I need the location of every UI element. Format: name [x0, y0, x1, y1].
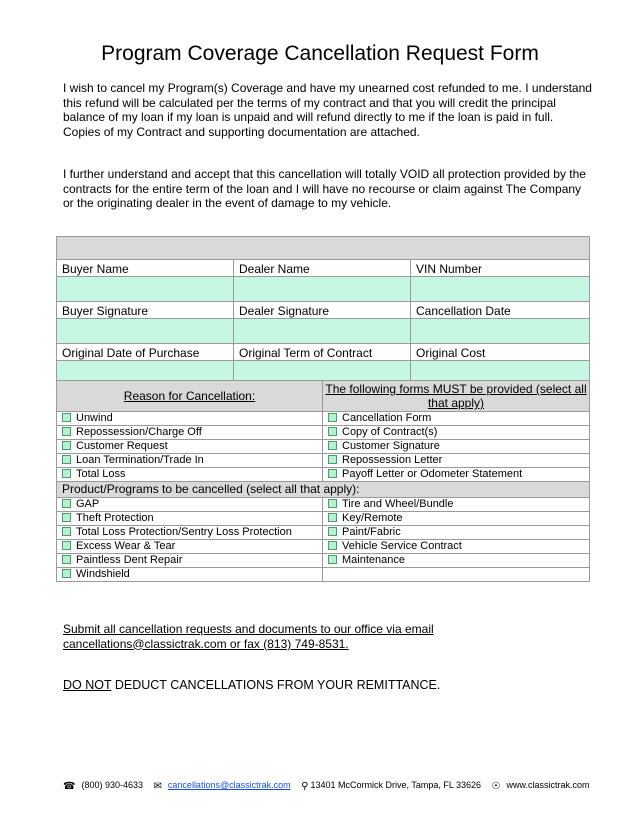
product-row-cell [323, 540, 590, 554]
required-form-checkbox[interactable] [328, 455, 337, 464]
product-checkbox[interactable] [328, 527, 337, 536]
table-row [57, 468, 590, 482]
reason-label: Loan Termination/Trade In [76, 454, 204, 466]
cancellation-date-field[interactable] [411, 319, 590, 344]
product-label: Windshield [76, 568, 130, 580]
reason-row-cell [57, 440, 323, 454]
required-form-label: Cancellation Form [342, 412, 432, 424]
product-checkbox[interactable] [328, 513, 337, 522]
reasons-header: Reason for Cancellation: [57, 381, 323, 412]
table-header-bar [57, 237, 590, 260]
globe-icon: ☉ [491, 781, 501, 792]
required-form-row-cell [323, 412, 590, 426]
product-checkbox[interactable] [328, 499, 337, 508]
contact-footer [63, 780, 590, 792]
product-label: GAP [76, 498, 100, 510]
dealer-name-field[interactable] [234, 277, 411, 302]
required-form-label: Customer Signature [342, 440, 440, 452]
table-row [57, 498, 590, 512]
vin-number-field[interactable] [411, 277, 590, 302]
product-label: Paintless Dent Repair [76, 554, 183, 566]
product-checkbox[interactable] [62, 499, 71, 508]
product-label: Theft Protection [76, 512, 154, 524]
cancellation-date-label: Cancellation Date [411, 302, 590, 319]
table-row [57, 426, 590, 440]
notice-text: DEDUCT CANCELLATIONS FROM YOUR REMITTANCE. [111, 678, 441, 692]
customer-info-table [56, 236, 590, 386]
product-label: Excess Wear & Tear [76, 540, 176, 552]
product-row-cell [323, 554, 590, 568]
product-checkbox[interactable] [62, 555, 71, 564]
product-checkbox[interactable] [62, 569, 71, 578]
phone-icon: ☎ [63, 781, 76, 792]
table-row [57, 512, 590, 526]
product-checkbox[interactable] [328, 541, 337, 550]
original-date-of-purchase-label: Original Date of Purchase [57, 344, 234, 361]
notice-emphasis: DO NOT [63, 678, 112, 692]
product-row-cell [57, 554, 323, 568]
reason-label: Unwind [76, 412, 113, 424]
product-checkbox[interactable] [62, 527, 71, 536]
reason-checkbox[interactable] [62, 441, 71, 450]
required-form-row-cell [323, 468, 590, 482]
product-row-cell [323, 498, 590, 512]
acknowledgement-paragraph: I further understand and accept that this cancellation will totally VOID all protection provided by the contracts for the entire term of the loan and I will have no recourse or claim against The Company or the originating dealer in the event of damage to my vehicle. [63, 167, 586, 210]
form-title: Program Coverage Cancellation Request Form [101, 42, 539, 65]
dealer-name-label: Dealer Name [234, 260, 411, 277]
buyer-name-label: Buyer Name [57, 260, 234, 277]
product-row-cell [323, 526, 590, 540]
map-pin-icon: ⚲ [301, 781, 309, 792]
product-label: Key/Remote [342, 512, 403, 524]
product-row-cell [57, 512, 323, 526]
empty-cell [323, 568, 590, 582]
required-form-row-cell [323, 426, 590, 440]
product-row-cell [57, 498, 323, 512]
required-form-label: Payoff Letter or Odometer Statement [342, 468, 523, 480]
reason-checkbox[interactable] [62, 427, 71, 436]
required-form-label: Repossession Letter [342, 454, 443, 466]
buyer-signature-field[interactable] [57, 319, 234, 344]
required-form-label: Copy of Contract(s) [342, 426, 438, 438]
product-row-cell [57, 526, 323, 540]
reason-label: Total Loss [76, 468, 126, 480]
product-label: Vehicle Service Contract [342, 540, 462, 552]
reason-row-cell [57, 468, 323, 482]
reason-label: Repossession/Charge Off [76, 426, 202, 438]
required-form-checkbox[interactable] [328, 441, 337, 450]
forms-header: The following forms MUST be provided (select all that apply) [323, 381, 590, 412]
reason-checkbox[interactable] [62, 455, 71, 464]
intro-paragraph: I wish to cancel my Program(s) Coverage and have my unearned cost refunded to me. I understand this refund will be calculated per the terms of my contract and that you will credit the principal balance of my loan if my loan is unpaid and will refund directly to me if the loan is paid in full. Copies of my Contract and supporting documentation are attached. [63, 81, 592, 139]
remittance-notice [63, 678, 440, 692]
original-cost-label: Original Cost [411, 344, 590, 361]
product-checkbox[interactable] [62, 541, 71, 550]
product-checkbox[interactable] [62, 513, 71, 522]
product-label: Paint/Fabric [342, 526, 401, 538]
required-form-row-cell [323, 454, 590, 468]
reason-label: Customer Request [76, 440, 168, 452]
reason-row-cell [57, 454, 323, 468]
table-row [57, 526, 590, 540]
dealer-signature-label: Dealer Signature [234, 302, 411, 319]
required-form-checkbox[interactable] [328, 427, 337, 436]
table-row [57, 568, 590, 582]
buyer-name-field[interactable] [57, 277, 234, 302]
dealer-signature-field[interactable] [234, 319, 411, 344]
required-form-row-cell [323, 440, 590, 454]
original-term-of-contract-label: Original Term of Contract [234, 344, 411, 361]
reason-checkbox[interactable] [62, 469, 71, 478]
envelope-icon: ✉ [153, 781, 162, 792]
table-row [57, 554, 590, 568]
footer-address: 13401 McCormick Drive, Tampa, FL 33626 [310, 780, 482, 790]
table-row [57, 440, 590, 454]
required-form-checkbox[interactable] [328, 413, 337, 422]
buyer-signature-label: Buyer Signature [57, 302, 234, 319]
footer-phone: (800) 930-4633 [81, 780, 144, 790]
submit-instructions: Submit all cancellation requests and documents to our office via email cancellations@classictrak.com or fax (813) 749-8531. [63, 622, 434, 651]
footer-email-link[interactable]: cancellations@classictrak.com [167, 780, 291, 790]
table-row [57, 540, 590, 554]
product-row-cell [57, 568, 323, 582]
cancellation-options-table [56, 380, 590, 582]
footer-website: www.classictrak.com [506, 780, 590, 790]
reason-row-cell [57, 426, 323, 440]
table-row [57, 412, 590, 426]
product-checkbox[interactable] [328, 555, 337, 564]
reason-row-cell [57, 412, 323, 426]
product-row-cell [57, 540, 323, 554]
product-label: Total Loss Protection/Sentry Loss Protection [76, 526, 292, 538]
product-label: Tire and Wheel/Bundle [342, 498, 454, 510]
vin-number-label: VIN Number [411, 260, 590, 277]
product-row-cell [323, 512, 590, 526]
required-form-checkbox[interactable] [328, 469, 337, 478]
product-label: Maintenance [342, 554, 405, 566]
table-row [57, 454, 590, 468]
reason-checkbox[interactable] [62, 413, 71, 422]
products-header: Product/Programs to be cancelled (select all that apply): [57, 482, 590, 498]
